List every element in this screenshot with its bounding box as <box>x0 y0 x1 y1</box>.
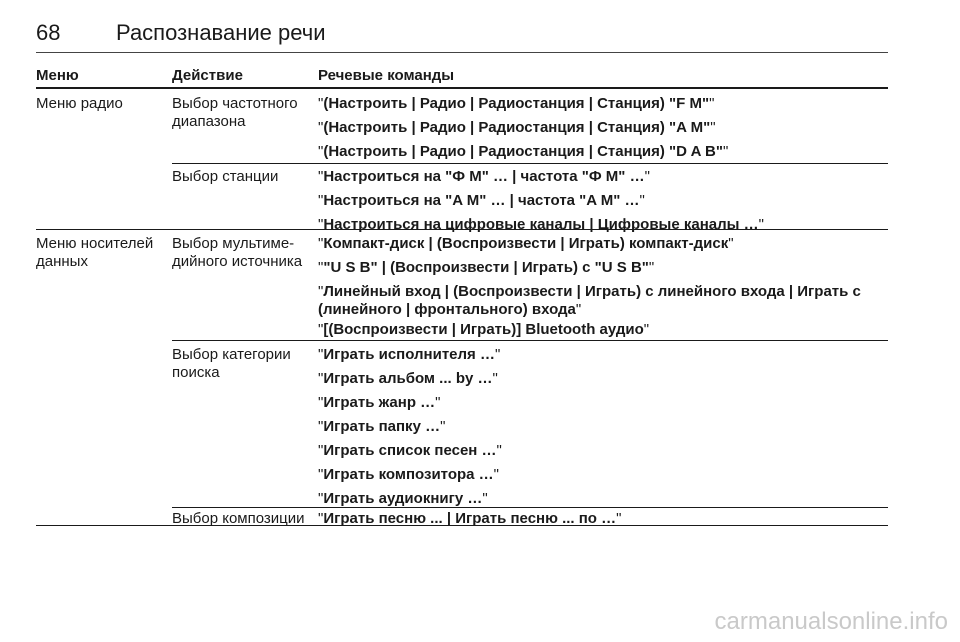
column-header-action: Действие <box>172 67 243 84</box>
voice-command: "Компакт-диск | (Воспроизвести | Играть) компакт-диск" <box>318 235 734 252</box>
voice-command: "Играть жанр …" <box>318 394 441 411</box>
group-divider <box>172 507 888 508</box>
page-header <box>36 20 888 52</box>
voice-command: "(Настроить | Радио | Радиостанция | Станция) "A M"" <box>318 119 716 136</box>
action-line: Выбор мультиме- <box>172 235 295 252</box>
action-cell-category <box>172 346 291 382</box>
column-header-commands: Речевые команды <box>318 67 455 84</box>
action-line: поиска <box>172 364 220 381</box>
voice-command: "Играть песню ... | Играть песню ... по …" <box>318 510 622 527</box>
voice-command: "Играть исполнителя …" <box>318 346 501 363</box>
voice-command: "Играть композитора …" <box>318 466 499 483</box>
voice-command: "Играть список песен …" <box>318 442 502 459</box>
voice-command: ""U S B" | (Воспроизвести | Играть) с "U S B"" <box>318 259 655 276</box>
action-line: Выбор частотного <box>172 95 298 112</box>
action-cell-multimedia <box>172 235 302 271</box>
table-bottom-divider <box>36 525 888 526</box>
menu-line: данных <box>36 253 88 270</box>
voice-command: "(Настроить | Радио | Радиостанция | Станция) "D A B"" <box>318 143 729 160</box>
voice-command: "Играть аудиокнигу …" <box>318 490 488 507</box>
group-divider <box>172 340 888 341</box>
column-header-menu: Меню <box>36 67 79 84</box>
table-header-divider <box>36 87 888 89</box>
page-title: Распознавание речи <box>116 20 326 45</box>
group-divider <box>172 163 888 164</box>
voice-command: "Настроиться на "A M" … | частота "A M" …" <box>318 192 645 209</box>
menu-line: Меню носителей <box>36 235 154 252</box>
voice-command: "(Настроить | Радио | Радиостанция | Станция) "F M"" <box>318 95 715 112</box>
voice-command: "Играть папку …" <box>318 418 446 435</box>
watermark: carmanualsonline.info <box>714 608 948 635</box>
voice-command: "Настроиться на цифровые каналы | Цифровые каналы …" <box>318 216 764 233</box>
menu-cell-media <box>36 235 153 271</box>
action-cell-track: Выбор композиции <box>172 510 305 527</box>
voice-command: "[(Воспроизвести | Играть)] Bluetooth аудио" <box>318 321 650 338</box>
action-line: дийного источника <box>172 253 303 270</box>
header-divider <box>36 52 888 53</box>
action-cell-frequency <box>172 95 298 131</box>
voice-command: "Настроиться на "Ф М" … | частота "Ф М" …" <box>318 168 650 185</box>
voice-command: "Играть альбом ... by …" <box>318 370 498 387</box>
action-cell-station: Выбор станции <box>172 168 279 185</box>
voice-command: "Линейный вход | (Воспроизвести | Играть) с линейного входа | Играть с (линейного | фронтального) входа" <box>318 283 861 318</box>
action-line: диапазона <box>172 113 246 130</box>
action-line: Выбор категории <box>172 346 291 363</box>
row-divider <box>36 229 888 230</box>
menu-cell-radio: Меню радио <box>36 95 123 112</box>
page-number: 68 <box>36 20 61 45</box>
